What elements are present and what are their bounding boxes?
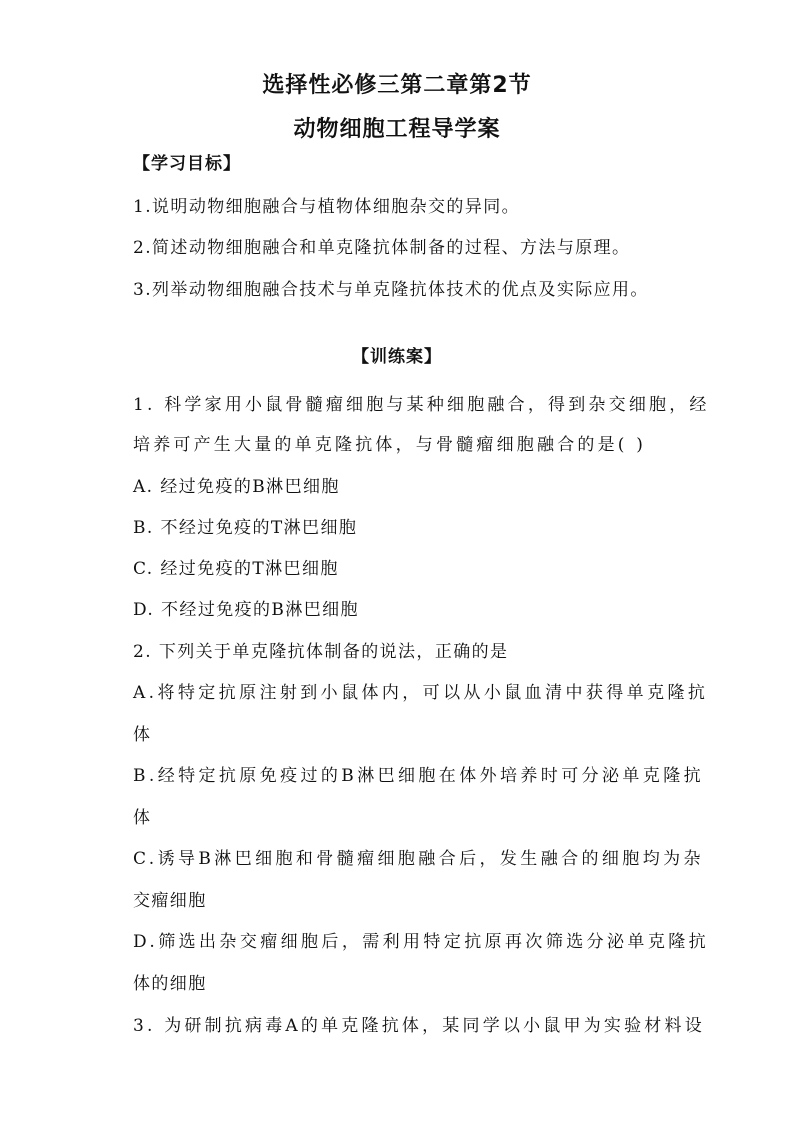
question-2-option-c-line-2: 交瘤细胞 [133, 891, 207, 911]
question-2-option-a-line-2: 体 [133, 725, 152, 745]
question-1-option-c: C. 经过免疫的T淋巴细胞 [133, 559, 339, 579]
question-1-option-d: D. 不经过免疫的B淋巴细胞 [133, 600, 359, 620]
question-1-stem-line-1: 1. 科学家用小鼠骨髓瘤细胞与某种细胞融合，得到杂交细胞，经 [133, 395, 710, 415]
question-1-option-a: A. 经过免疫的B淋巴细胞 [133, 477, 340, 497]
training-heading: 【训练案】 [352, 347, 442, 367]
objective-item-2: 2.简述动物细胞融合和单克隆抗体制备的过程、方法与原理。 [133, 238, 631, 258]
question-2-option-b-line-2: 体 [133, 808, 152, 828]
objective-item-3: 3.列举动物细胞融合技术与单克隆抗体技术的优点及实际应用。 [133, 280, 649, 300]
question-2-option-b-line-1: B.经特定抗原免疫过的B淋巴细胞在体外培养时可分泌单克隆抗 [133, 766, 704, 786]
question-2-option-a-line-1: A.将特定抗原注射到小鼠体内，可以从小鼠血清中获得单克隆抗 [133, 683, 709, 703]
question-1-stem-line-2: 培养可产生大量的单克隆抗体，与骨髓瘤细胞融合的是( ) [133, 435, 647, 455]
question-2-option-c-line-1: C.诱导B淋巴细胞和骨髓瘤细胞融合后，发生融合的细胞均为杂 [133, 849, 704, 869]
document-title: 选择性必修三第二章第2节 [262, 73, 532, 98]
question-3-stem-line-1: 3. 为研制抗病毒A的单克隆抗体，某同学以小鼠甲为实验材料设 [133, 1016, 705, 1036]
question-2-option-d-line-1: D.筛选出杂交瘤细胞后，需利用特定抗原再次筛选分泌单克隆抗 [133, 932, 710, 952]
question-2-option-d-line-2: 体的细胞 [133, 974, 207, 994]
objective-item-1: 1.说明动物细胞融合与植物体细胞杂交的异同。 [133, 197, 521, 217]
question-1-option-b: B. 不经过免疫的T淋巴细胞 [133, 518, 358, 538]
question-2-stem: 2. 下列关于单克隆抗体制备的说法，正确的是 [133, 642, 509, 662]
document-subtitle: 动物细胞工程导学案 [293, 117, 501, 142]
objectives-heading: 【学习目标】 [133, 154, 241, 174]
